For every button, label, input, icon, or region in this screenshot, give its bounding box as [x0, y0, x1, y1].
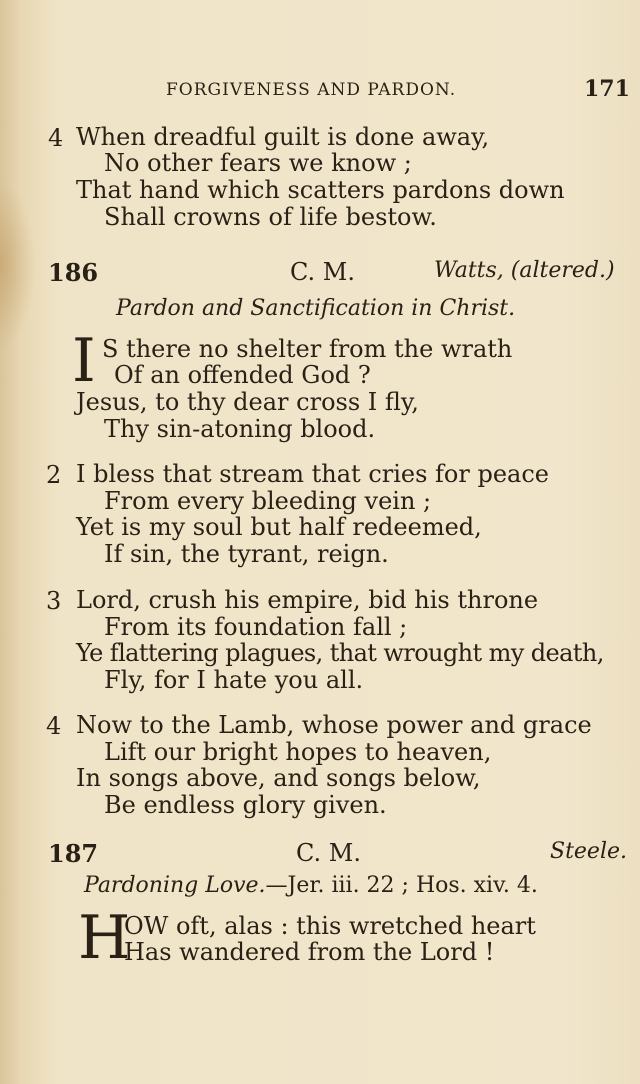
- verse-line: Ye flattering plagues, that wrought my death,: [76, 639, 604, 667]
- verse-number: 2: [46, 461, 62, 489]
- hymn-number: 186: [48, 258, 99, 287]
- drop-cap: H: [78, 903, 131, 973]
- hymn-title-text: Pardoning Love.: [84, 873, 266, 898]
- hymn-author: Steele.: [550, 839, 627, 864]
- verse-line: When dreadful guilt is done away,: [76, 123, 490, 151]
- hymn-meter: C. M.: [290, 258, 355, 286]
- page-stain: [0, 180, 36, 350]
- hymn-title: [84, 873, 538, 898]
- verse-line: Fly, for I hate you all.: [104, 666, 364, 694]
- verse-line: Lord, crush his empire, bid his throne: [76, 586, 539, 614]
- verse-number: 4: [48, 124, 64, 152]
- verse-line: Be endless glory given.: [104, 791, 387, 819]
- verse-line: From its foundation fall ;: [104, 613, 408, 641]
- verse-line: Now to the Lamb, whose power and grace: [76, 711, 592, 739]
- verse-line: Jesus, to thy dear cross I fly,: [76, 388, 419, 416]
- verse-line: Shall crowns of life bestow.: [104, 203, 437, 231]
- running-title: FORGIVENESS AND PARDON.: [166, 80, 457, 100]
- verse-line: Lift our bright hopes to heaven,: [104, 738, 492, 766]
- verse-line: Has wandered from the Lord !: [124, 938, 495, 966]
- drop-cap: I: [72, 326, 96, 396]
- verse-line: OW oft, alas : this wretched heart: [124, 912, 536, 940]
- verse-line: Of an offended God ?: [114, 361, 371, 389]
- verse-line: Yet is my soul but half redeemed,: [76, 513, 482, 541]
- scripture-reference: —Jer. iii. 22 ; Hos. xiv. 4.: [265, 873, 538, 898]
- hymn-number: 187: [48, 839, 99, 868]
- page-number: 171: [584, 76, 630, 102]
- verse-line: I bless that stream that cries for peace: [76, 460, 550, 488]
- verse-number: 3: [46, 587, 62, 615]
- verse-line: Thy sin-atoning blood.: [104, 415, 376, 443]
- verse-line: No other fears we know ;: [104, 149, 412, 177]
- hymn-title: Pardon and Sanctification in Christ.: [116, 296, 516, 321]
- hymn-meter: C. M.: [296, 839, 361, 867]
- hymn-author: Watts, (altered.): [434, 258, 615, 283]
- verse-number: 4: [46, 712, 62, 740]
- verse-line: If sin, the tyrant, reign.: [104, 540, 389, 568]
- verse-line: In songs above, and songs below,: [76, 764, 481, 792]
- verse-line: That hand which scatters pardons down: [76, 176, 565, 204]
- verse-line: S there no shelter from the wrath: [102, 335, 513, 363]
- verse-line: From every bleeding vein ;: [104, 487, 432, 515]
